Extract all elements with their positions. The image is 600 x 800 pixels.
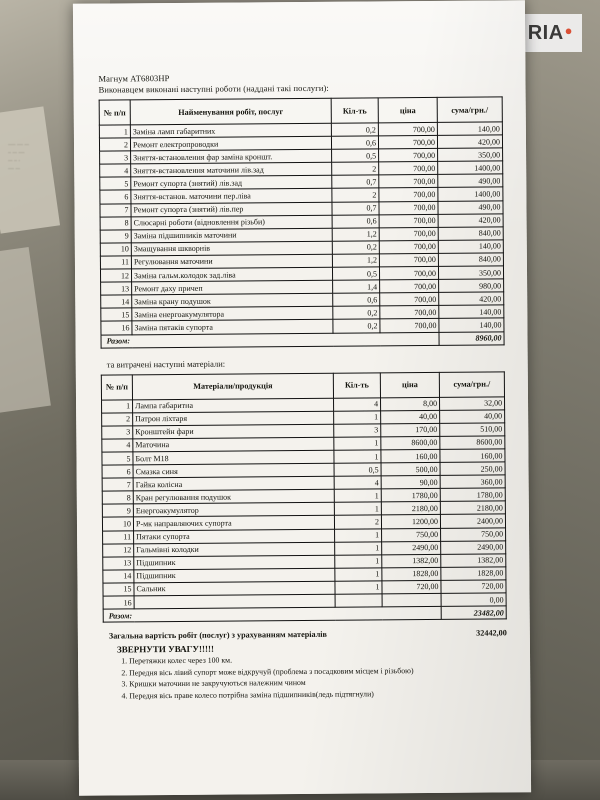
cell-num: 9 [100,230,131,243]
cell-qty: 2 [334,515,381,528]
cell-qty: 0,6 [333,293,380,306]
background-blurred-text: ..... .... ... .. ... .... ... .. . .... ... [8,141,29,171]
works-total-value: 8960,00 [439,331,504,345]
cell-sum: 360,00 [440,475,505,489]
cell-price: 700,00 [379,201,438,215]
cell-price: 2490,00 [382,541,441,555]
cell-name: Заміна крану подушок [132,293,333,308]
cell-price: 700,00 [378,136,437,150]
cell-num: 15 [103,583,134,596]
cell-num: 11 [100,256,131,269]
cell-price: 90,00 [381,476,440,490]
materials-intro-line: та витрачені наступні матеріали: [106,358,226,370]
cell-qty: 3 [334,424,381,437]
cell-price: 40,00 [381,410,440,424]
cell-name: Сальник [134,581,335,596]
cell-qty: 0,2 [331,123,378,136]
cell-num: 3 [100,151,131,164]
works-table-body [99,122,504,348]
cell-name: Ремонт даху причеп [132,280,333,295]
cell-sum: 160,00 [440,449,505,463]
cell-sum: 140,00 [438,240,503,254]
cell-sum: 420,00 [437,135,502,149]
list-item: 4. Передня вісь праве колесо потрібна заміна підшипників(ледь підтягнули) [129,687,507,701]
cell-name: Ремонт електропроводки [130,136,331,151]
cell-price: 2180,00 [381,502,440,516]
cell-name: Кран регулювання подушок [133,489,334,504]
cell-qty: 0,5 [332,149,379,162]
list-item: 2. Передня вісь лівий супорт може відкручуй (проблема з посадковим місцем і різьбою) [129,664,507,678]
works-table [99,96,505,348]
cell-price: 700,00 [379,175,438,189]
cell-qty: 4 [333,397,380,410]
materials-col-price: ціна [380,372,439,397]
cell-price: 700,00 [379,149,438,163]
cell-name: Патрон ліхтаря [133,411,334,426]
cell-price: 8,00 [380,397,439,411]
cell-num: 8 [102,491,133,504]
cell-price: 720,00 [382,580,441,594]
cell-num: 7 [100,203,131,216]
cell-sum: 1400,00 [438,161,503,175]
cell-qty: 4 [334,476,381,489]
cell-num: 14 [101,295,132,308]
cell-price: 1200,00 [381,515,440,529]
cell-name: Гайка колісна [133,476,334,491]
vehicle-line: Магнум АТ6803НР [98,73,170,84]
cell-price: 1828,00 [382,567,441,581]
cell-num: 2 [99,138,130,151]
cell-sum: 250,00 [440,462,505,476]
works-col-price: ціна [378,97,437,122]
cell-qty: 2 [332,188,379,201]
cell-price: 700,00 [378,122,437,136]
cell-sum: 350,00 [438,266,503,280]
cell-num: 10 [102,517,133,530]
cell-price: 160,00 [381,449,440,463]
works-intro-line: Виконавцем виконані наступні роботи (наддані такі послуги): [98,82,329,95]
cell-qty: 0,5 [332,267,379,280]
cell-num: 14 [103,570,134,583]
cell-name: Маточина [133,437,334,452]
cell-qty: 1 [335,542,382,555]
materials-table [101,371,507,623]
cell-qty: 1,2 [332,228,379,241]
cell-name: Зняття-встановлення фар заміна кроншт. [131,149,332,164]
cell-sum: 140,00 [437,122,502,136]
cell-price: 700,00 [379,162,438,176]
cell-qty: 1 [335,568,382,581]
cell-num: 8 [100,216,131,229]
works-col-sum: сума/грн./ [437,97,502,123]
cell-sum: 750,00 [441,527,506,541]
cell-qty: 2 [332,162,379,175]
cell-sum: 0,00 [441,593,506,607]
cell-sum: 720,00 [441,580,506,594]
cell-name: Заміна підшипників маточини [131,228,332,243]
cell-num: 11 [103,530,134,543]
cell-qty: 1 [334,437,381,450]
cell-price: 700,00 [379,266,438,280]
cell-sum: 1400,00 [438,187,503,201]
cell-num: 4 [100,164,131,177]
cell-sum: 510,00 [440,423,505,437]
cell-sum: 980,00 [439,279,504,293]
cell-name: Ремонт супорта (знятий) лів.зад [131,176,332,191]
cell-price: 700,00 [379,188,438,202]
cell-num: 6 [102,465,133,478]
cell-num: 15 [101,308,132,321]
materials-col-num: № п/п [101,374,132,399]
cell-qty: 1,4 [333,280,380,293]
grand-total-value: 32442,00 [476,628,507,638]
cell-qty: 0,2 [333,306,380,319]
cell-name: Лампа габаритна [133,398,334,413]
cell-sum: 140,00 [439,305,504,319]
materials-col-qty: Кіл-ть [333,372,380,397]
cell-name: Гальмівні колодки [134,542,335,557]
cell-sum: 1382,00 [441,554,506,568]
cell-name: Р-мк направляючих супорта [133,516,334,531]
works-total-label: Разом: [101,332,439,348]
cell-name: Заміна енергоакумулятора [132,307,333,322]
cell-num: 5 [100,177,131,190]
cell-name: Енергоакумулятор [133,503,334,518]
cell-sum: 1780,00 [440,488,505,502]
cell-num: 6 [100,190,131,203]
cell-price: 700,00 [380,293,439,307]
cell-price: 700,00 [380,319,439,333]
cell-sum: 1828,00 [441,567,506,581]
background-paper-scrap [0,247,51,413]
watermark-ria-text: RIA [527,21,564,44]
cell-name: Зняття-встанов. маточини пер.ліва [131,189,332,204]
cell-price: 700,00 [379,253,438,267]
cell-name: Пятаки супорта [134,529,335,544]
cell-num: 13 [101,282,132,295]
cell-num: 4 [102,439,133,452]
cell-name: Заміна гальм.колодок зад.ліва [131,267,332,282]
cell-sum: 420,00 [439,292,504,306]
cell-qty: 1 [334,502,381,515]
list-item: 3. Кришки маточини не закручуються належним чином [129,676,507,690]
cell-num: 16 [101,321,132,334]
cell-price: 1780,00 [381,489,440,503]
cell-qty: 0,7 [332,175,379,188]
cell-num: 13 [103,557,134,570]
materials-header-row [101,372,504,400]
cell-price: 700,00 [379,214,438,228]
works-total-row [101,331,504,347]
document-sheet [73,0,531,796]
works-col-num: № п/п [99,100,130,125]
cell-name: Заміна ламп габаритних [130,123,331,138]
cell-price: 170,00 [381,423,440,437]
cell-qty: 1 [334,450,381,463]
cell-sum: 2180,00 [440,501,505,515]
materials-table-head [101,372,504,400]
cell-sum: 420,00 [438,214,503,228]
attention-notes-list [103,653,507,702]
cell-sum: 490,00 [438,200,503,214]
cell-qty: 1 [335,528,382,541]
cell-price [382,593,441,607]
works-header-row [99,97,502,125]
grand-total-label: Загальна вартість робіт (послуг) з урахуванням матеріалів [108,629,328,641]
cell-name: Підшипник [134,555,335,570]
works-table-head [99,97,502,125]
cell-num: 1 [102,399,133,412]
cell-price: 700,00 [380,306,439,320]
cell-name: Зняття-встановлення маточини лів.зад [131,163,332,178]
cell-price: 700,00 [379,227,438,241]
materials-col-name: Матеріали/продукція [132,373,333,400]
cell-qty: 0,6 [332,215,379,228]
attention-title: ЗВЕРНУТИ УВАГУ!!!!! [116,643,214,655]
works-col-name: Найменування робіт, послуг [130,98,331,125]
cell-qty: 0,5 [334,463,381,476]
materials-col-sum: сума/грн./ [439,372,504,398]
cell-name: Болт М18 [133,450,334,465]
cell-num: 3 [102,426,133,439]
cell-sum: 2400,00 [440,514,505,528]
cell-name: Підшипник [134,568,335,583]
cell-sum: 32,00 [439,397,504,411]
cell-sum: 840,00 [438,227,503,241]
cell-name: Змащування шкворнів [131,241,332,256]
cell-num: 1 [99,125,130,138]
cell-qty [335,594,382,607]
cell-name: Заміна пятаків супорта [132,320,333,335]
watermark-ria-label [519,14,582,52]
cell-price: 700,00 [379,240,438,254]
watermark-dot-icon: ● [564,22,573,38]
list-item: 1. Перетяжки колес через 100 км. [129,653,507,667]
cell-num: 16 [103,596,134,609]
cell-num: 12 [103,543,134,556]
cell-price: 700,00 [380,280,439,294]
materials-table-body [102,397,507,623]
cell-qty: 1 [334,411,381,424]
cell-price: 750,00 [382,528,441,542]
works-col-qty: Кіл-ть [331,98,378,123]
cell-sum: 490,00 [438,174,503,188]
materials-total-label: Разом: [103,607,441,623]
cell-name: Кронштейн фари [133,424,334,439]
cell-price: 8600,00 [381,436,440,450]
cell-qty: 0,2 [333,319,380,332]
cell-qty: 0,2 [332,241,379,254]
cell-sum: 8600,00 [440,436,505,450]
grand-total-row [103,629,507,641]
cell-num: 5 [102,452,133,465]
cell-sum: 350,00 [438,148,503,162]
cell-name: Ремонт супорта (знятий) лів.пер [131,202,332,217]
cell-sum: 2490,00 [441,541,506,555]
cell-num: 7 [102,478,133,491]
cell-sum: 140,00 [439,318,504,332]
cell-name: Регулювання маточини [131,254,332,269]
cell-num: 10 [100,243,131,256]
cell-qty: 1,2 [332,254,379,267]
cell-qty: 1 [335,581,382,594]
cell-qty: 1 [335,555,382,568]
materials-total-row [103,606,506,622]
cell-sum: 840,00 [438,253,503,267]
cell-name: Смазка синя [133,463,334,478]
cell-qty: 1 [334,489,381,502]
cell-sum: 40,00 [440,410,505,424]
cell-price: 500,00 [381,462,440,476]
cell-num: 12 [100,269,131,282]
cell-name: Слюсарні роботи (відновлення різьби) [131,215,332,230]
cell-qty: 0,6 [331,136,378,149]
cell-qty: 0,7 [332,201,379,214]
materials-total-value: 23482,00 [441,606,506,620]
cell-num: 9 [102,504,133,517]
cell-price: 1382,00 [382,554,441,568]
document-content [98,70,507,701]
cell-num: 2 [102,413,133,426]
